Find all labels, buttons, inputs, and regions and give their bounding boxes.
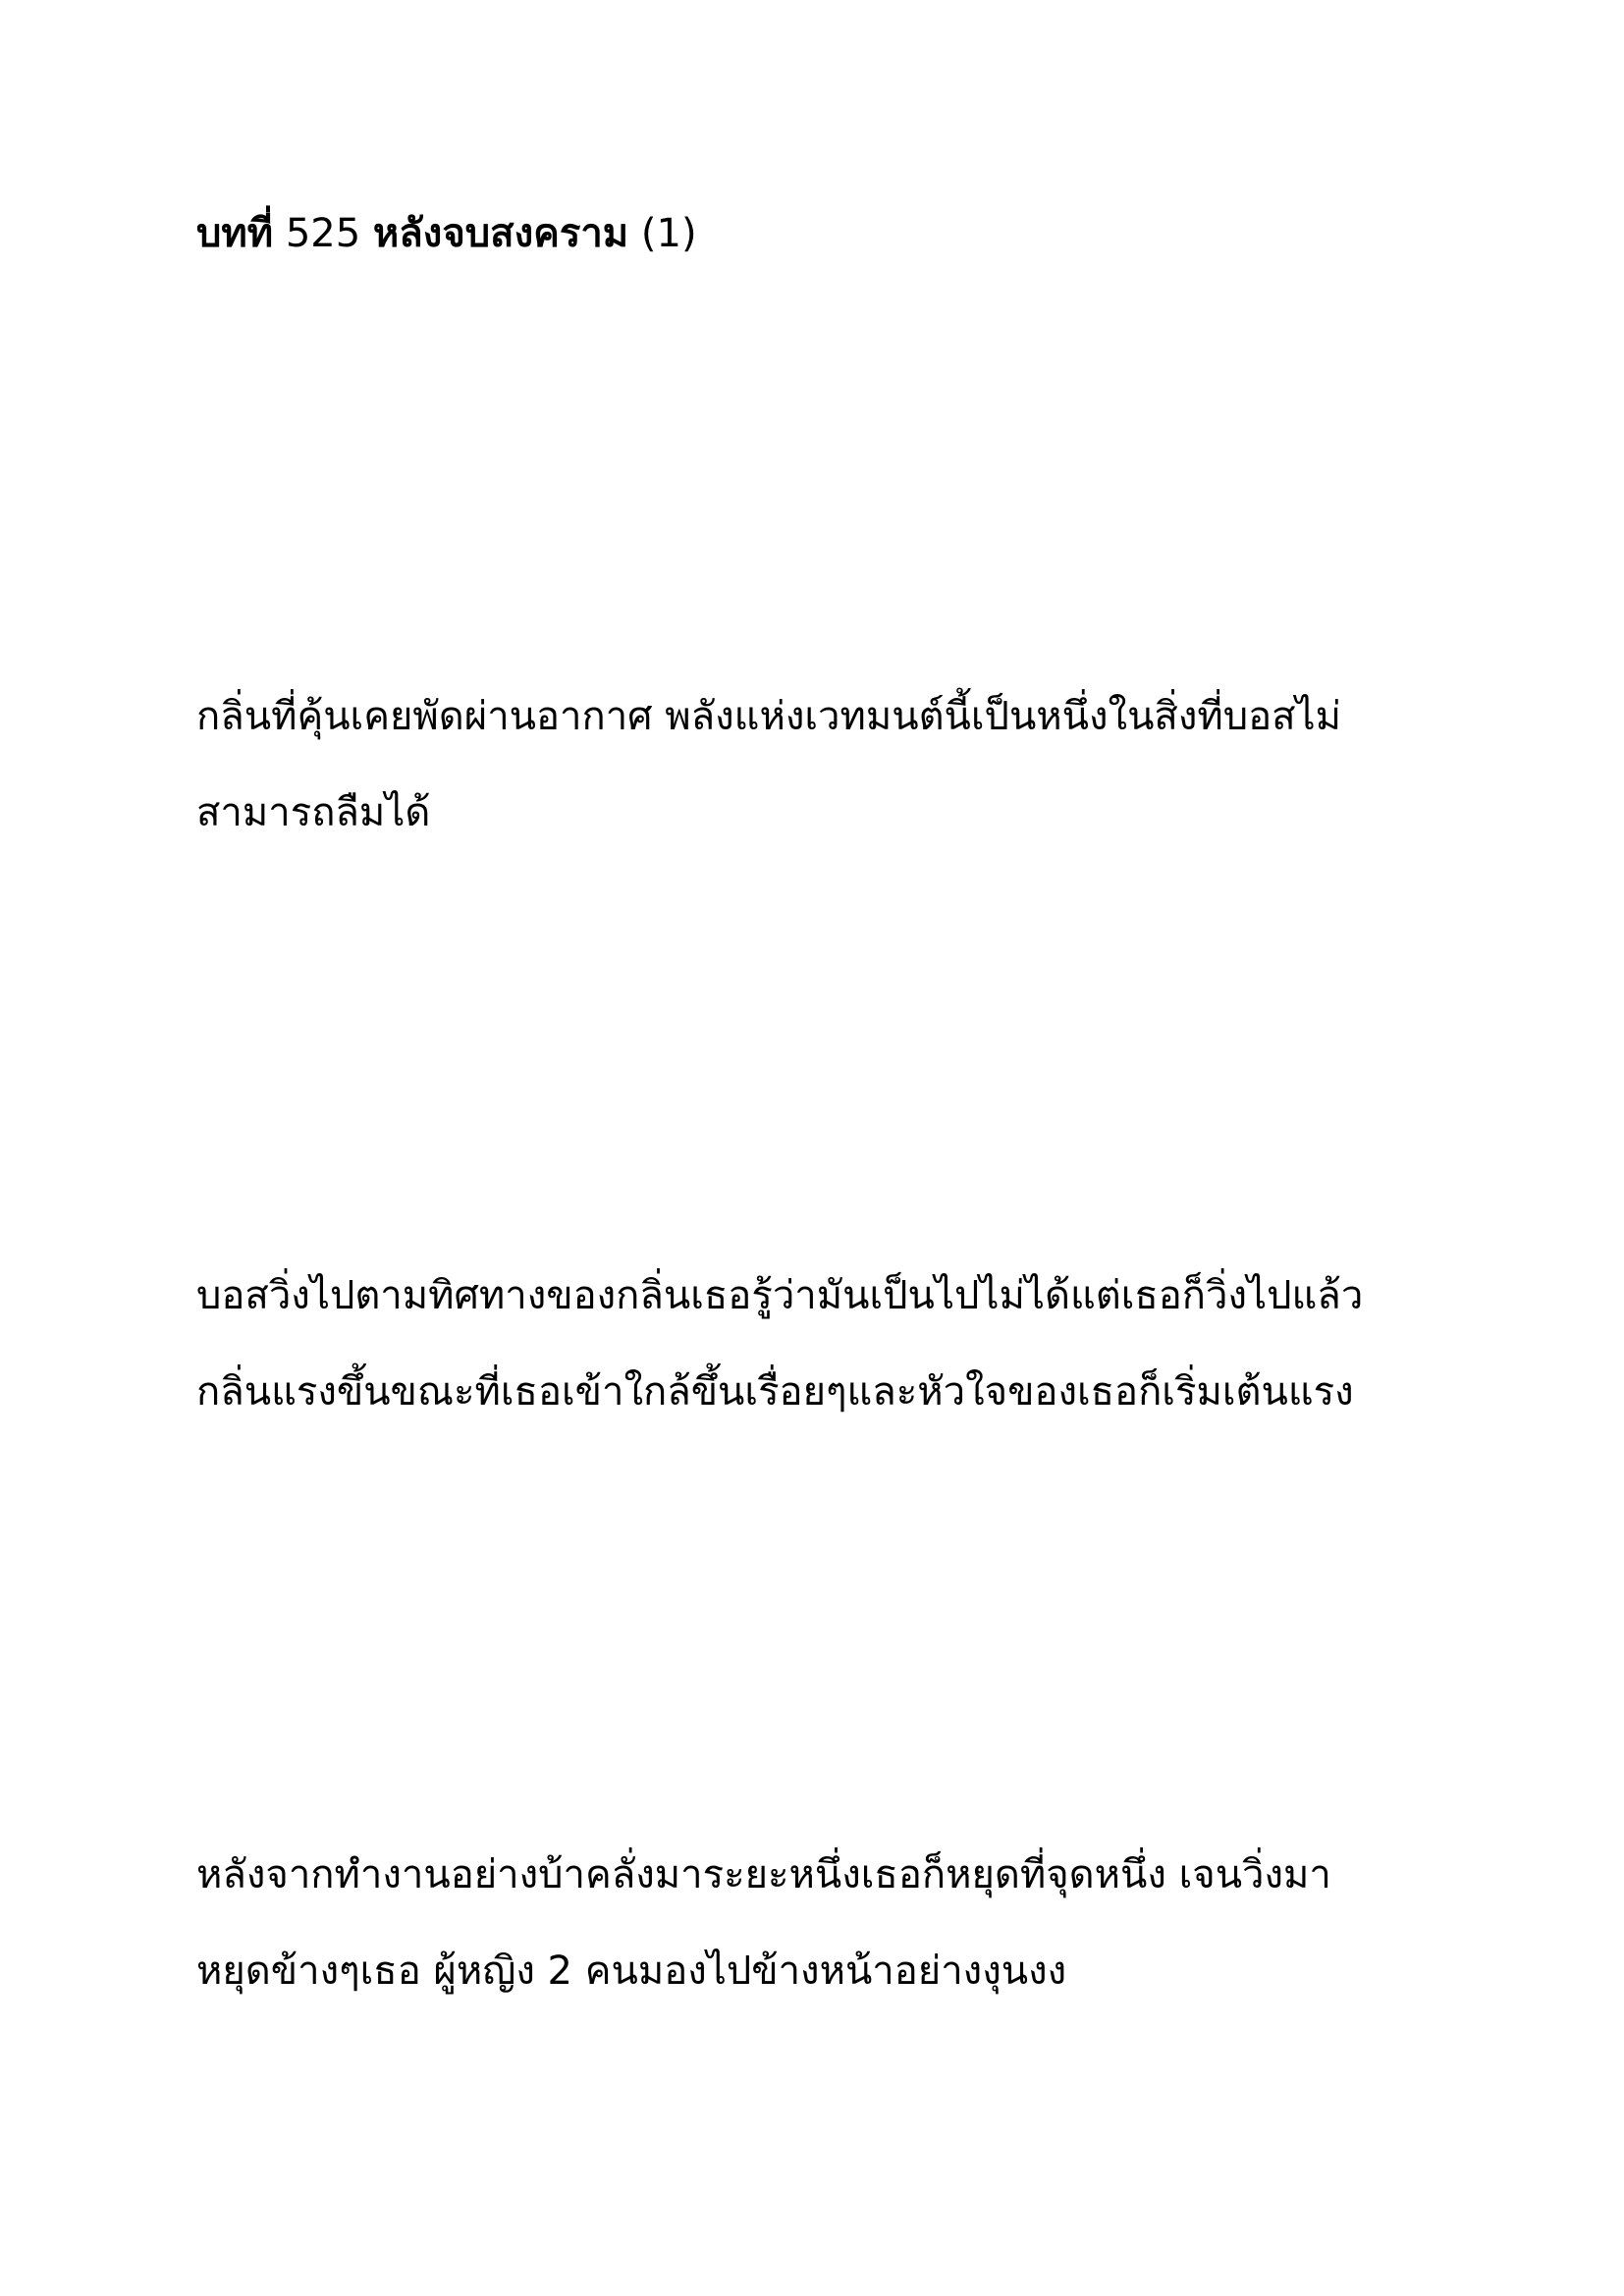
chapter-title-word: บทที่ bbox=[196, 211, 274, 256]
paragraph-3-line-1: หลังจากทำงานอย่างบ้าคลั่งมาระยะหนึ่งเธอก็หยุดที่จุดหนึ่ง เจนวิ่งมา bbox=[196, 1852, 1331, 1897]
paragraph-2-line-1: บอสวิ่งไปตามทิศทางของกลิ่นเธอรู้ว่ามันเป็นไปไม่ได้แต่เธอก็วิ่งไปแล้ว bbox=[196, 1273, 1364, 1318]
paragraph-1-line-1: กลิ่นที่คุ้นเคยพัดผ่านอากาศ พลังแห่งเวทมนต์นี้เป็นหนึ่งในสิ่งที่บอสไม่ bbox=[196, 694, 1342, 739]
chapter-number: 525 bbox=[285, 211, 361, 256]
paragraph-2-line-2: กลิ่นแรงขึ้นขณะที่เธอเข้าใกล้ขึ้นเรื่อยๆและหัวใจของเธอก็เริ่มเต้นแรง bbox=[196, 1369, 1354, 1415]
chapter-title bbox=[196, 204, 697, 263]
chapter-part: (1) bbox=[640, 211, 697, 256]
chapter-title-text: หลังจบสงคราม bbox=[372, 211, 629, 256]
paragraph-3-line-2: หยุดข้างๆเธอ ผู้หญิง 2 คนมองไปข้างหน้าอย่างงุนงง bbox=[196, 1949, 1067, 1994]
paragraph-1-line-2: สามารถลืมได้ bbox=[196, 790, 431, 835]
